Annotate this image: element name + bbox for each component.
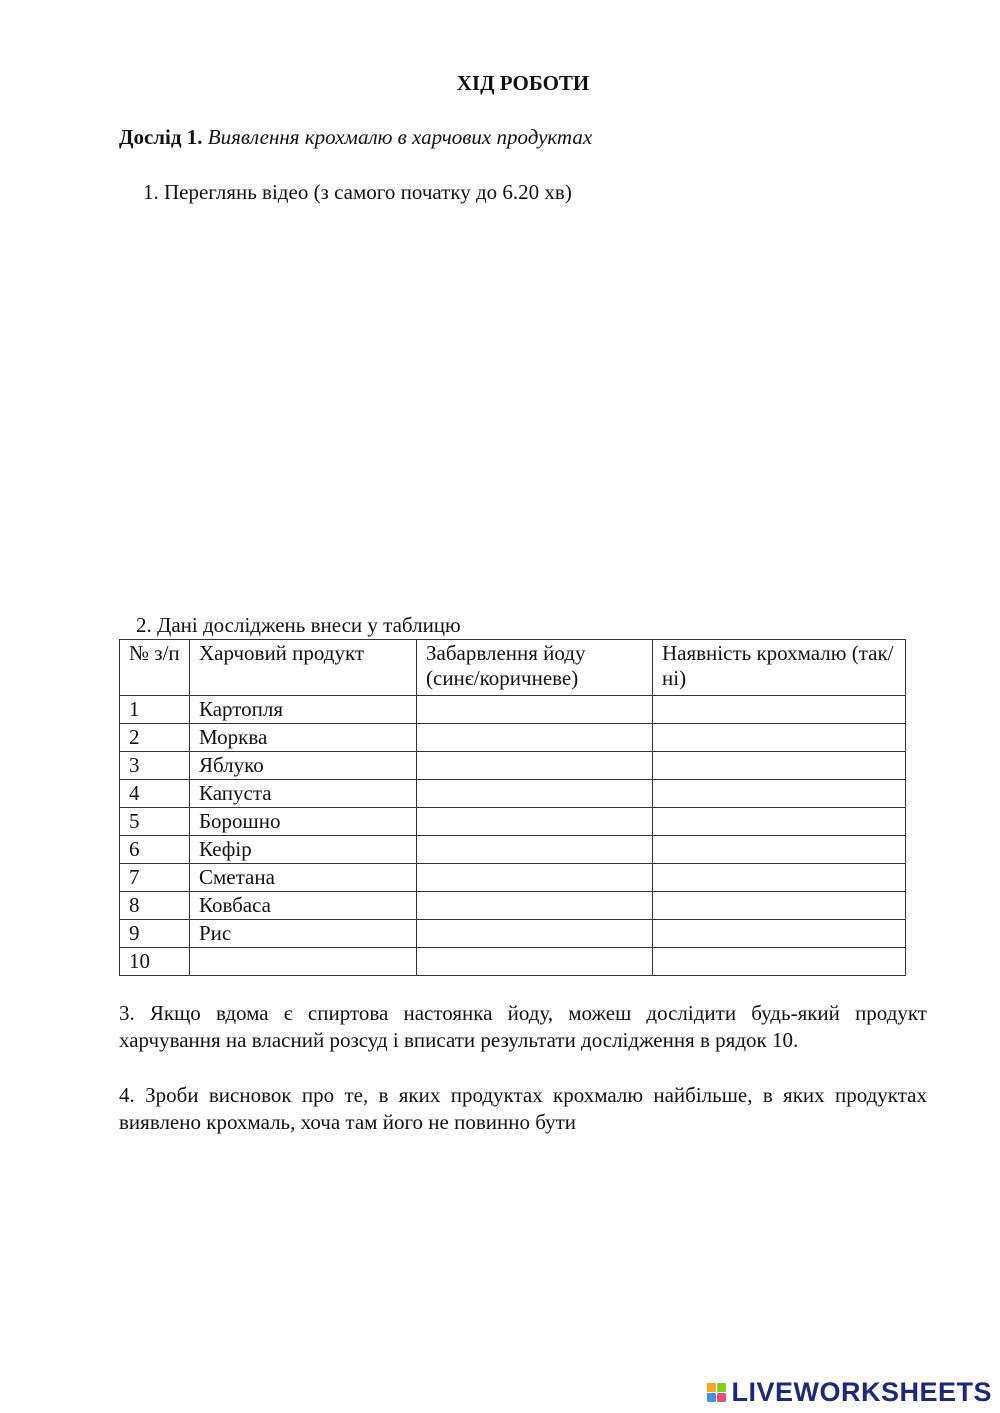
row-product: Борошно — [190, 808, 417, 836]
iodine-color-cell[interactable] — [417, 948, 653, 976]
table-row — [120, 892, 906, 920]
starch-presence-cell[interactable] — [653, 920, 906, 948]
starch-presence-cell[interactable] — [653, 696, 906, 724]
logo-square — [717, 1393, 726, 1402]
logo-square — [707, 1383, 716, 1392]
logo-square — [717, 1383, 726, 1392]
starch-presence-cell[interactable] — [653, 724, 906, 752]
table-row — [120, 780, 906, 808]
step-3-text: 3. Якщо вдома є спиртова настоянка йоду, можеш дослідити будь-який продукт харчування на власний розсуд і вписати результати дослідження в рядок 10. — [119, 1001, 927, 1052]
row-number: 6 — [120, 836, 190, 864]
table-header-row — [120, 640, 906, 696]
step-2-text: 2. Дані досліджень внеси у таблицю — [136, 613, 461, 637]
table-row — [120, 808, 906, 836]
step-4-text: 4. Зроби висновок про те, в яких продуктах крохмалю найбільше, в яких продуктах виявлено крохмаль, хоча там його не повинно бути — [119, 1083, 927, 1134]
row-number: 1 — [120, 696, 190, 724]
starch-presence-cell[interactable] — [653, 836, 906, 864]
starch-presence-cell[interactable] — [653, 948, 906, 976]
row-product: Ковбаса — [190, 892, 417, 920]
iodine-color-cell[interactable] — [417, 724, 653, 752]
logo-square — [707, 1393, 716, 1402]
table-row — [120, 948, 906, 976]
row-number: 8 — [120, 892, 190, 920]
step-1-text: 1. Переглянь відео (з самого початку до 6.20 хв) — [143, 180, 572, 204]
starch-presence-cell[interactable] — [653, 752, 906, 780]
starch-presence-cell[interactable] — [653, 864, 906, 892]
row-number: 5 — [120, 808, 190, 836]
experiment-title: Виявлення крохмалю в харчових продуктах — [207, 125, 593, 149]
header-product: Харчовий продукт — [190, 640, 417, 696]
header-iodine-color: Забарвлення йоду (синє/коричневе) — [417, 640, 653, 696]
row-product: Капуста — [190, 780, 417, 808]
row-product: Кефір — [190, 836, 417, 864]
iodine-color-cell[interactable] — [417, 864, 653, 892]
row-product: Картопля — [190, 696, 417, 724]
iodine-color-cell[interactable] — [417, 892, 653, 920]
table-row — [120, 864, 906, 892]
starch-presence-cell[interactable] — [653, 808, 906, 836]
iodine-color-cell[interactable] — [417, 696, 653, 724]
row-number: 2 — [120, 724, 190, 752]
iodine-color-cell[interactable] — [417, 752, 653, 780]
iodine-color-cell[interactable] — [417, 808, 653, 836]
page-title: ХІД РОБОТИ — [456, 71, 590, 95]
row-product: Морква — [190, 724, 417, 752]
table-row — [120, 752, 906, 780]
iodine-color-cell[interactable] — [417, 780, 653, 808]
row-product: Рис — [190, 920, 417, 948]
iodine-color-cell[interactable] — [417, 920, 653, 948]
table-row — [120, 696, 906, 724]
row-product: Яблуко — [190, 752, 417, 780]
row-product: Сметана — [190, 864, 417, 892]
row-number: 3 — [120, 752, 190, 780]
experiment-label: Дослід 1. — [119, 125, 203, 149]
liveworksheets-logo-icon — [707, 1383, 726, 1402]
row-number: 9 — [120, 920, 190, 948]
table-row — [120, 920, 906, 948]
brand-text: LIVEWORKSHEETS — [731, 1376, 992, 1407]
header-number: № з/п — [120, 640, 190, 696]
starch-presence-cell[interactable] — [653, 892, 906, 920]
experiment-heading — [119, 125, 592, 150]
header-starch-presence: Наявність крохмалю (так/ні) — [653, 640, 906, 696]
table-row — [120, 836, 906, 864]
table-row — [120, 724, 906, 752]
results-table — [119, 639, 906, 976]
iodine-color-cell[interactable] — [417, 836, 653, 864]
starch-presence-cell[interactable] — [653, 780, 906, 808]
custom-product-cell[interactable] — [190, 948, 417, 976]
row-number: 10 — [120, 948, 190, 976]
liveworksheets-brand — [707, 1377, 992, 1407]
row-number: 4 — [120, 780, 190, 808]
row-number: 7 — [120, 864, 190, 892]
